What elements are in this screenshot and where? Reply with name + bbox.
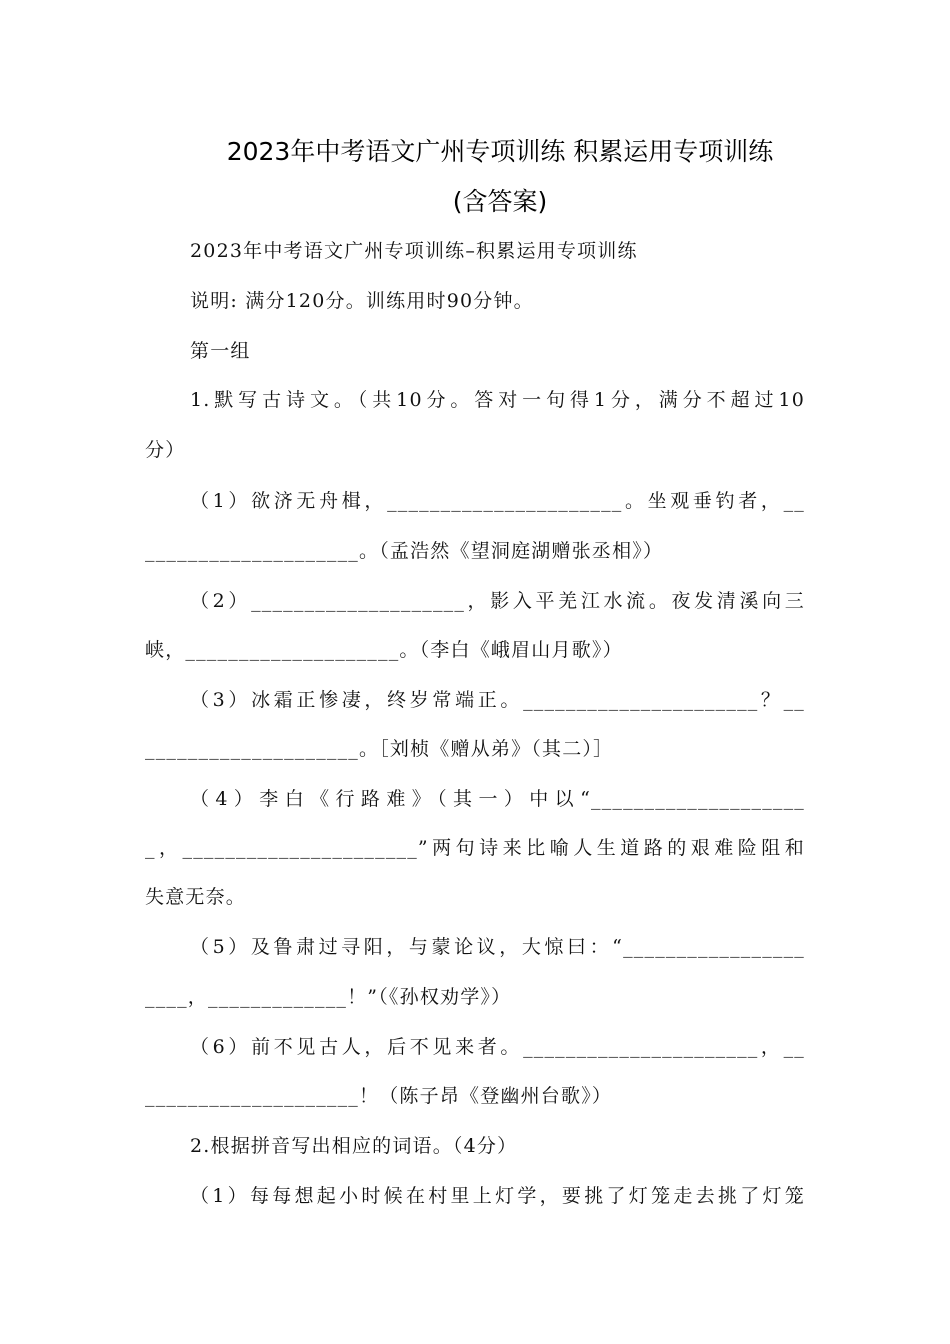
- question-1-item-6-line-2: ____________________！（陈子昂《登幽州台歌》）: [145, 1085, 613, 1107]
- question-1-item-4-line-1: （4）李白《行路难》（其一）中以“____________________: [190, 788, 805, 810]
- group-heading: 第一组: [190, 340, 251, 362]
- instructions-line: 说明: 满分120分。训练用时90分钟。: [190, 290, 534, 312]
- question-1-line-2: 分）: [145, 439, 186, 461]
- document-title: 2023年中考语文广州专项训练 积累运用专项训练: [226, 137, 774, 166]
- question-1-item-2-line-2: 峡，____________________。（李白《峨眉山月歌》）: [145, 639, 623, 661]
- question-1-item-3-line-2: ____________________。［刘桢《赠从弟》（其二）］: [145, 738, 614, 760]
- question-1-item-2-line-1: （2）____________________，影入平羌江水流。夜发清溪向三: [190, 590, 805, 612]
- question-1-item-1-line-1: （1）欲济无舟楫，______________________。坐观垂钓者，__: [190, 490, 805, 512]
- question-2-item-1-line-1: （1）每每想起小时候在村里上灯学，要挑了灯笼走去挑了灯笼: [190, 1185, 805, 1207]
- question-1-item-4-line-2: _，______________________”两句诗来比喻人生道路的艰难险阻和: [145, 837, 805, 859]
- question-1-item-5-line-1: （5）及鲁肃过寻阳，与蒙论议，大惊曰：“_________________: [190, 936, 805, 958]
- question-1-item-3-line-1: （3）冰霜正惨凄，终岁常端正。______________________？__: [190, 689, 805, 711]
- question-1-item-5-line-2: ____，_____________！”（《孙权劝学》）: [145, 986, 512, 1008]
- question-1-item-4-line-3: 失意无奈。: [145, 886, 247, 908]
- subtitle-line: 2023年中考语文广州专项训练–积累运用专项训练: [190, 240, 638, 262]
- question-1-line-1: 1.默写古诗文。（共10分。答对一句得1分，满分不超过10: [190, 389, 805, 411]
- question-1-item-1-line-2: ____________________。（孟浩然《望洞庭湖赠张丞相》）: [145, 540, 664, 562]
- question-2-heading: 2.根据拼音写出相应的词语。（4分）: [190, 1135, 518, 1157]
- question-1-item-6-line-1: （6）前不见古人，后不见来者。______________________，__: [190, 1036, 805, 1058]
- document-title-suffix: (含答案): [452, 187, 548, 216]
